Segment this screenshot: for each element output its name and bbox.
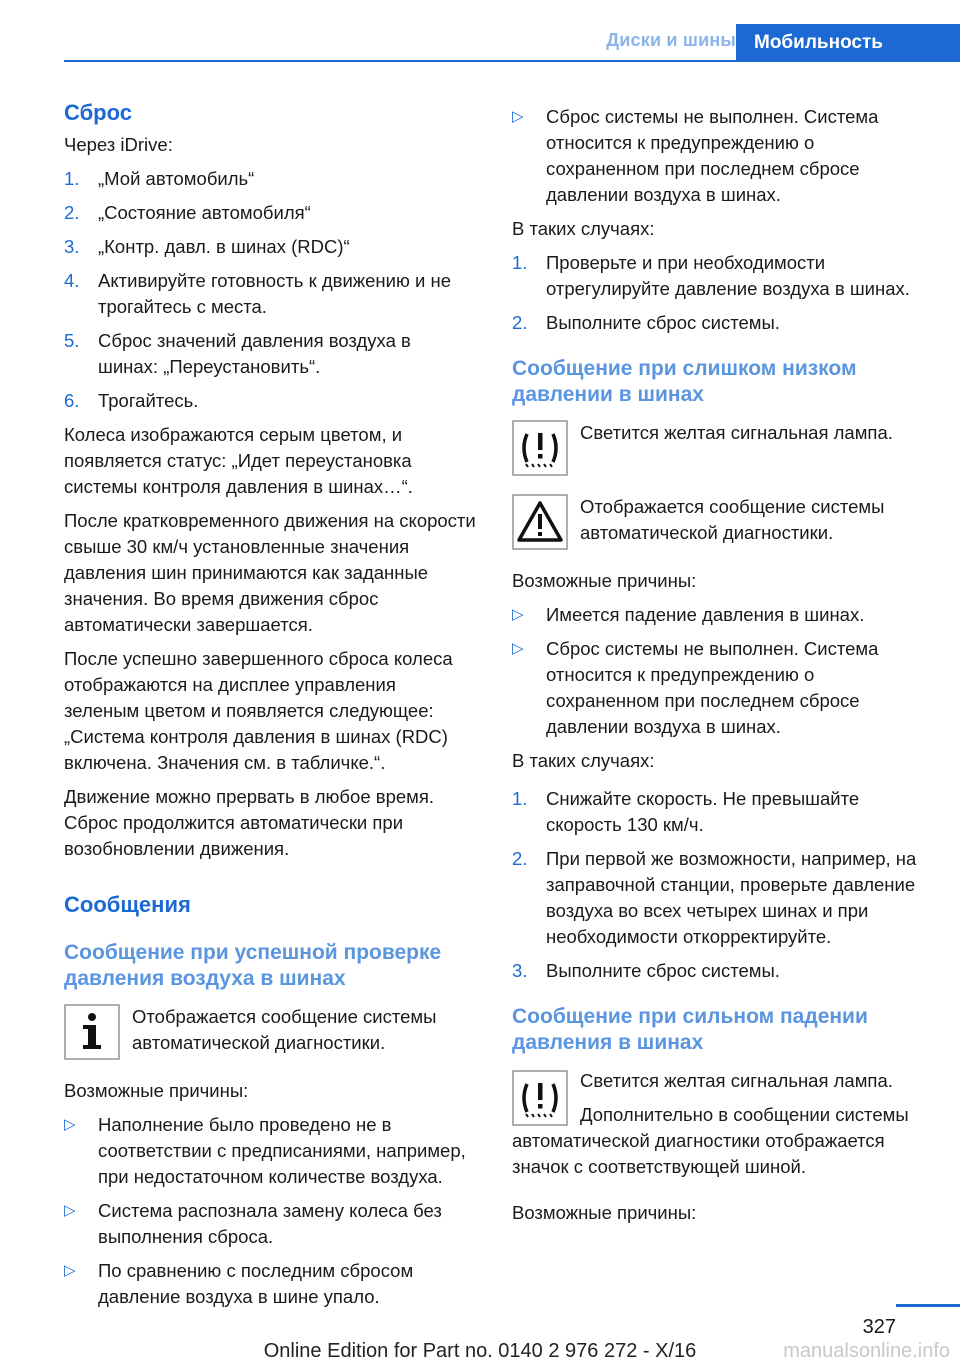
tire-pressure-warning-icon (512, 420, 568, 476)
messages-heading: Сообщения (64, 892, 191, 917)
step-text: Сброс значений давления воздуха в шинах: „Переустановить“. (98, 330, 411, 377)
step-text: Снижайте скорость. Не превышайте скорость 130 км/ч. (546, 788, 860, 835)
list-arrow-icon: ▷ (512, 640, 524, 657)
step-number: 2. (64, 202, 80, 223)
step-number: 2. (512, 848, 528, 869)
list-arrow-icon: ▷ (64, 1116, 76, 1133)
causes-label: Возможные причины: (512, 570, 697, 591)
page-number: 327 (862, 1316, 896, 1338)
step-number: 5. (64, 330, 80, 351)
cause-text: Наполнение было проведено не в соответствии с предписаниями, например, при недостаточном количестве воздуха. (98, 1114, 466, 1187)
list-arrow-icon: ▷ (64, 1262, 76, 1279)
left-column (64, 100, 476, 1318)
list-item (64, 200, 476, 226)
list-item (512, 250, 924, 302)
warning-triangle-icon (512, 494, 568, 550)
step-number: 3. (64, 236, 80, 257)
step-number: 4. (64, 270, 80, 291)
causes-label: Возможные причины: (64, 1080, 249, 1101)
tire-pressure-warning-icon (512, 1070, 568, 1126)
list-item (64, 234, 476, 260)
info-message-text: Отображается сообщение системы автоматической диагностики. (132, 1006, 437, 1053)
cause-text: Имеется падение давления в шинах. (546, 604, 865, 625)
reset-heading: Сброс (64, 100, 133, 125)
list-item (64, 388, 476, 414)
header-rule (64, 60, 960, 62)
cause-text: По сравнению с последним сбросом давление воздуха в шине упало. (98, 1260, 414, 1307)
step-text: Проверьте и при необходимости отрегулируйте давление воздуха в шинах. (546, 252, 910, 299)
list-item (512, 636, 924, 740)
low-cases-list (512, 786, 924, 984)
section-title: Диски и шины (606, 30, 736, 50)
step-text: „Контр. давл. в шинах (RDC)“ (98, 236, 350, 257)
causes-list (64, 1112, 476, 1310)
step-number: 1. (512, 252, 528, 273)
step-text: Активируйте готовность к движению и не трогайтесь с места. (98, 270, 451, 317)
cases-list (512, 250, 924, 336)
step-text: Выполните сброс системы. (546, 960, 780, 981)
step-number: 6. (64, 390, 80, 411)
cause-text: Сброс системы не выполнен. Система относится к предупреждению о сохраненном при последнем сбросе давлении воздуха в шинах. (546, 638, 879, 737)
diagnostic-extra-text: Дополнительно в сообщении системы автоматической диагностики отображается значок с соответствующей шиной. (512, 1104, 909, 1177)
success-heading: Сообщение при успешной проверке давления воздуха в шинах (64, 941, 442, 990)
reset-steps-list (64, 166, 476, 414)
info-icon (64, 1004, 120, 1060)
list-item (64, 1258, 476, 1310)
cases-label: В таких случаях: (512, 218, 655, 239)
reset-intro: Через iDrive: (64, 134, 173, 155)
step-text: Выполните сброс системы. (546, 312, 780, 333)
pressure-drop-block (512, 1068, 924, 1180)
step-text: „Состояние автомобиля“ (98, 202, 311, 223)
edition-text: Online Edition for Part no. 0140 2 976 272 - X/16 (263, 1340, 697, 1362)
warning-lamp-text: Светится желтая сигнальная лампа. (580, 422, 893, 443)
list-item (64, 1198, 476, 1250)
page-header (0, 24, 960, 62)
step-number: 3. (512, 960, 528, 981)
list-item (512, 958, 924, 984)
diagnostic-message-text: Отображается сообщение системы автоматической диагностики. (580, 496, 885, 543)
step-text: При первой же возможности, например, на заправочной станции, проверьте давление воздуха во всех четырех шинах и при необходимости откорректируйте. (546, 848, 917, 947)
paragraph: Движение можно прервать в любое время. Сброс продолжится автоматически при возобновлении движения. (64, 786, 435, 859)
tire-warning-row (512, 420, 924, 476)
chapter-label: Мобильность (754, 32, 883, 53)
footer-rule (896, 1304, 960, 1307)
watermark: manualsonline.info (783, 1340, 950, 1362)
list-item (64, 268, 476, 320)
list-item (512, 786, 924, 838)
info-message-row (64, 1004, 476, 1060)
step-text: „Мой автомобиль“ (98, 168, 255, 189)
cause-text: Сброс системы не выполнен. Система относится к предупреждению о сохраненном при последнем сбросе давлении воздуха в шинах. (546, 106, 879, 205)
list-item (64, 328, 476, 380)
right-column (512, 100, 924, 1226)
list-item (512, 104, 924, 208)
diagnostic-message-row (512, 494, 924, 550)
list-item (64, 166, 476, 192)
list-item (512, 602, 924, 628)
paragraph: Колеса изображаются серым цветом, и появляется статус: „Идет переустановка системы контроля давления в шинах…“. (64, 424, 413, 497)
causes-label: Возможные причины: (512, 1202, 697, 1223)
paragraph: После кратковременного движения на скорости свыше 30 км/ч установленные значения давления шин принимаются как заданные значения. Во время движения сброс автоматически завершается. (64, 510, 476, 635)
list-item (64, 1112, 476, 1190)
warning-lamp-text: Светится желтая сигнальная лампа. (580, 1070, 893, 1091)
low-causes-list (512, 602, 924, 740)
low-pressure-heading: Сообщение при слишком низком давлении в шинах (512, 357, 857, 406)
cases-label: В таких случаях: (512, 750, 655, 771)
list-arrow-icon: ▷ (64, 1202, 76, 1219)
list-arrow-icon: ▷ (512, 606, 524, 623)
step-number: 1. (64, 168, 80, 189)
list-arrow-icon: ▷ (512, 108, 524, 125)
pressure-drop-heading: Сообщение при сильном падении давления в шинах (512, 1005, 868, 1054)
step-text: Трогайтесь. (98, 390, 199, 411)
step-number: 1. (512, 788, 528, 809)
chapter-tab (736, 24, 960, 62)
list-item (512, 846, 924, 950)
cause-text: Система распознала замену колеса без выполнения сброса. (98, 1200, 442, 1247)
step-number: 2. (512, 312, 528, 333)
list-item (512, 310, 924, 336)
paragraph: После успешно завершенного сброса колеса отображаются на дисплее управления зеленым цветом и появляется следующее: „Система контроля давления в шинах (RDC) включена. Значения см. в табличке.“. (64, 648, 453, 773)
continued-list (512, 104, 924, 208)
